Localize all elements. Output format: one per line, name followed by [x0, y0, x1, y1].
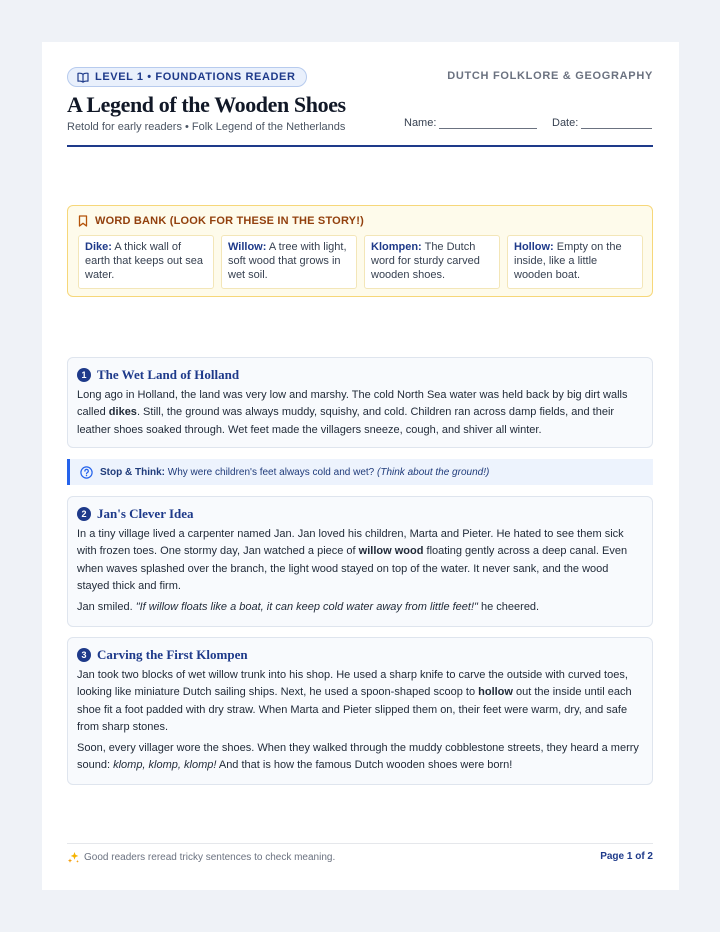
section-paragraph [77, 526, 643, 596]
section-paragraph [77, 387, 643, 439]
section-body [77, 526, 643, 616]
word-definition: A tree with light, soft wood that grows in wet soil. [228, 241, 347, 281]
section-header [77, 647, 643, 663]
text-run: Soon, every villager wore the shoes. When they walked through the muddy cobblestone streets, they heard a merry sound: [77, 741, 639, 772]
text-run: And that is how the famous Dutch wooden shoes were born! [216, 759, 513, 772]
section-number: 1 [77, 368, 91, 382]
text-run: out the inside until each shoe fit a foot padded with dry straw. When Marta and Pieter slipped them on, their feet were warm, dry, and safe from sharp stones. [77, 686, 632, 734]
stop-think-question: Why were children's feet always cold and wet? [167, 466, 375, 478]
footer-tip [67, 851, 335, 864]
word-card-hollow [507, 235, 643, 289]
text-run: Jan smiled. [77, 600, 136, 613]
section-body [77, 667, 643, 774]
vocab-word: hollow [478, 686, 513, 699]
section-paragraph [77, 740, 643, 775]
sound-text: klomp, klomp, klomp! [113, 759, 217, 772]
name-label: Name: [404, 117, 437, 129]
topic-label: DUTCH FOLKLORE & GEOGRAPHY [447, 70, 653, 82]
footer-divider [67, 843, 653, 844]
word-term: Klompen: [371, 241, 422, 253]
text-run: In a tiny village lived a carpenter named Jan. Jan loved his children, Marta and Pieter. He hated to see them sick with frozen toes. One stormy day, Jan watched a piece of [77, 528, 624, 558]
section-title: The Wet Land of Holland [97, 367, 240, 382]
header-divider [67, 145, 653, 147]
date-line[interactable] [581, 118, 652, 129]
vocab-word: willow wood [358, 545, 424, 558]
section-number: 2 [77, 507, 91, 521]
sparkles-icon [67, 851, 80, 864]
word-term: Hollow: [514, 241, 554, 253]
section-title: Jan's Clever Idea [97, 506, 194, 521]
page-subtitle: Retold for early readers • Folk Legend of the Netherlands [67, 121, 346, 133]
word-definition: The Dutch word for sturdy carved wooden shoes. [371, 241, 480, 281]
open-book-icon [77, 72, 89, 83]
stop-think-hint: (Think about the ground!) [377, 466, 490, 478]
word-bank-heading: WORD BANK (LOOK FOR THESE IN THE STORY!) [95, 215, 364, 227]
word-term: Willow: [228, 241, 267, 253]
section-header [77, 506, 643, 522]
date-label: Date: [552, 117, 579, 129]
question-circle-icon [80, 466, 93, 479]
text-run: . Still, the ground was always muddy, squishy, and cold. Children ran across damp fields, and their leather shoes soaked through. Wet feet made the villagers sneeze, cough, and shiver all winter. [77, 406, 615, 436]
text-run: floating gently across a deep canal. Even when waves splashed over the branch, the light wood stayed on top of the water. It never sank, and the wood stayed thick and firm. [77, 545, 628, 593]
text-run: Long ago in Holland, the land was very low and marshy. The cold North Sea water was held back by big dirt walls called [77, 389, 628, 419]
page-title: A Legend of the Wooden Shoes [67, 92, 346, 117]
section-number: 3 [77, 648, 91, 662]
section-paragraph [77, 667, 643, 737]
date-field[interactable] [552, 117, 652, 129]
section-header [77, 367, 643, 383]
story-section-3 [67, 637, 653, 785]
story-section-2 [67, 496, 653, 627]
word-card-dike [78, 235, 214, 289]
word-term: Dike: [85, 241, 112, 253]
vocab-word: dikes [108, 406, 137, 419]
text-run: Jan took two blocks of wet willow trunk into his shop. He used a sharp knife to carve the outside with curved toes, looking like miniature Dutch sailing ships. Next, he used a spoon-shaped scoop to [77, 669, 628, 699]
level-badge-label: LEVEL 1 • FOUNDATIONS READER [95, 71, 296, 83]
word-definition: Empty on the inside, like a little wooden boat. [514, 241, 622, 281]
level-badge [67, 67, 307, 87]
name-line[interactable] [439, 118, 537, 129]
worksheet-page [42, 42, 679, 890]
text-run: he cheered. [477, 600, 540, 613]
quote-text: "If willow floats like a boat, it can keep cold water away from little feet!" [135, 600, 478, 613]
section-body [77, 387, 643, 439]
word-card-klompen [364, 235, 500, 289]
page-number: Page 1 of 2 [600, 851, 653, 862]
section-paragraph [77, 599, 643, 616]
bookmark-icon [78, 215, 88, 227]
footer-tip-text: Good readers reread tricky sentences to check meaning. [84, 852, 336, 863]
word-card-willow [221, 235, 357, 289]
stop-and-think-callout [67, 459, 653, 485]
section-title: Carving the First Klompen [97, 647, 248, 662]
name-field[interactable] [404, 117, 537, 129]
stop-think-label: Stop & Think: [100, 466, 165, 478]
word-bank [67, 205, 653, 297]
word-bank-header [78, 215, 364, 227]
story-section-1 [67, 357, 653, 448]
word-definition: A thick wall of earth that keeps out sea water. [85, 241, 204, 281]
